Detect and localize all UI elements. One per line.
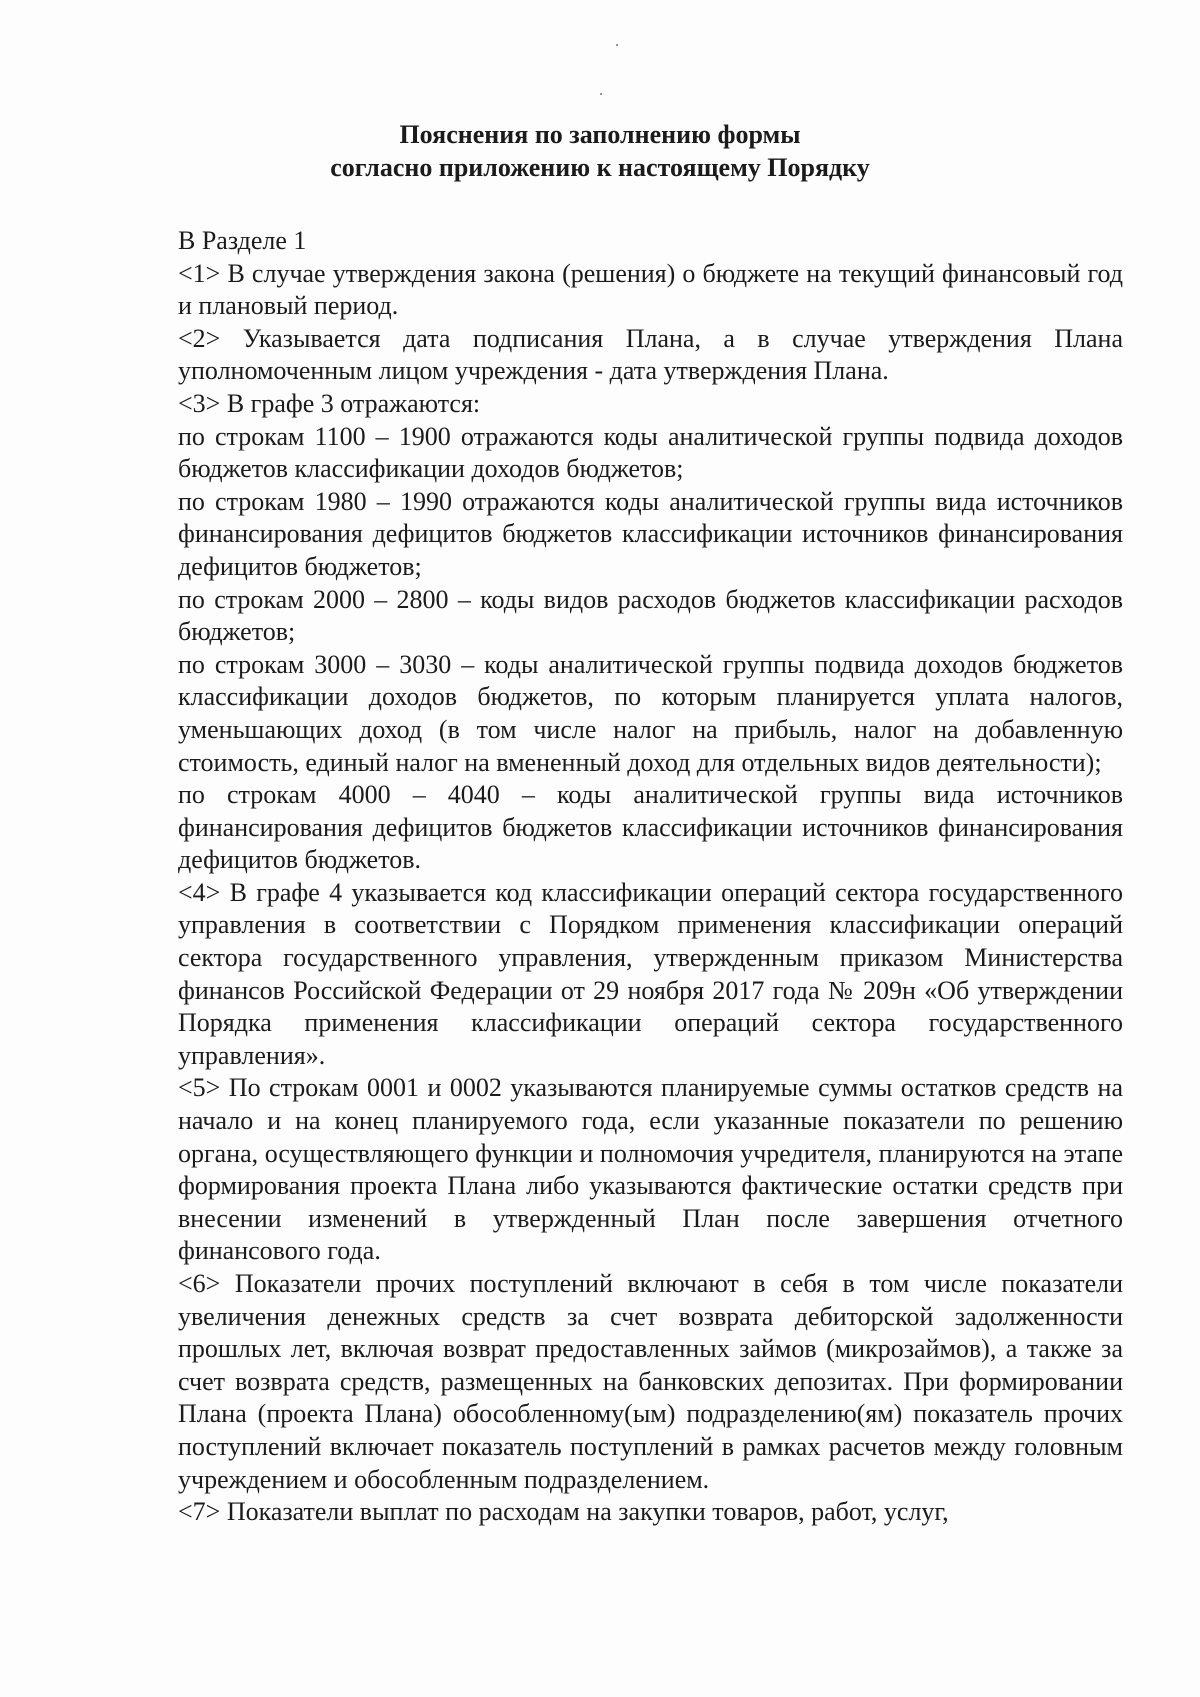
note-3: <3> В графе 3 отражаются: (178, 388, 481, 418)
section-label: В Разделе 1 (178, 226, 307, 255)
title-line-1: Пояснения по заполнению формы (399, 120, 801, 149)
note-7: <7> Показатели выплат по расходам на закупки товаров, работ, услуг, (178, 1497, 949, 1527)
note-6: <6> Показатели прочих поступлений включают в себя в том числе показатели увеличения денежных средств за счет возврата дебиторской задолженности прошлых лет, включая возврат предоставленных займов (микрозаймов), а также за счет возврата средств, размещенных на банковских депозитах. При формировании Плана (проекта Плана) обособленному(ым) подразделению(ям) показатель прочих поступлений включает показатель поступлений в рамках расчетов между головным учреждением и обособленным подразделением. (178, 1269, 1123, 1494)
note-1: <1> В случае утверждения закона (решения) о бюджете на текущий финансовый год и плановый период. (178, 258, 1123, 321)
scan-speck (600, 93, 602, 95)
note-3-rows-1980-1990: по строкам 1980 – 1990 отражаются коды аналитической группы вида источников финансирования дефицитов бюджетов классификации источников финансирования дефицитов бюджетов; (178, 486, 1123, 581)
note-3-rows-3000-3030: по строкам 3000 – 3030 – коды аналитической группы подвида доходов бюджетов классификации доходов бюджетов, по которым планируется уплата налогов, уменьшающих доход (в том числе налог на прибыль, налог на добавленную стоимость, единый налог на вмененный доход для отдельных видов деятельности); (178, 649, 1123, 777)
document-title (0, 118, 1200, 184)
note-3-rows-1100-1900: по строкам 1100 – 1900 отражаются коды аналитической группы подвида доходов бюджетов классификации доходов бюджетов; (178, 421, 1123, 484)
note-5: <5> По строкам 0001 и 0002 указываются планируемые суммы остатков средств на начало и на конец планируемого года, если указанные показатели по решению органа, осуществляющего функции и полномочия учредителя, планируются на этапе формирования проекта Плана либо указываются фактические остатки средств при внесении изменений в утвержденный План после завершения отчетного финансового года. (178, 1073, 1123, 1266)
note-3-rows-2000-2800: по строкам 2000 – 2800 – коды видов расходов бюджетов классификации расходов бюджетов; (178, 584, 1123, 647)
title-line-2: согласно приложению к настоящему Порядку (330, 153, 870, 182)
note-3-rows-4000-4040: по строкам 4000 – 4040 – коды аналитической группы вида источников финансирования дефицитов бюджетов классификации источников финансирования дефицитов бюджетов. (178, 780, 1123, 875)
scan-speck (616, 44, 618, 46)
note-2: <2> Указывается дата подписания Плана, а в случае утверждения Плана уполномоченным лицом учреждения - дата утверждения Плана. (178, 323, 1123, 386)
note-4: <4> В графе 4 указывается код классификации операций сектора государственного управления в соответствии с Порядком применения классификации операций сектора государственного управления, утвержденным приказом Министерства финансов Российской Федерации от 29 ноября 2017 года № 209н «Об утверждении Порядка применения классификации операций сектора государственного управления». (178, 877, 1123, 1070)
document-body (178, 225, 1123, 1529)
